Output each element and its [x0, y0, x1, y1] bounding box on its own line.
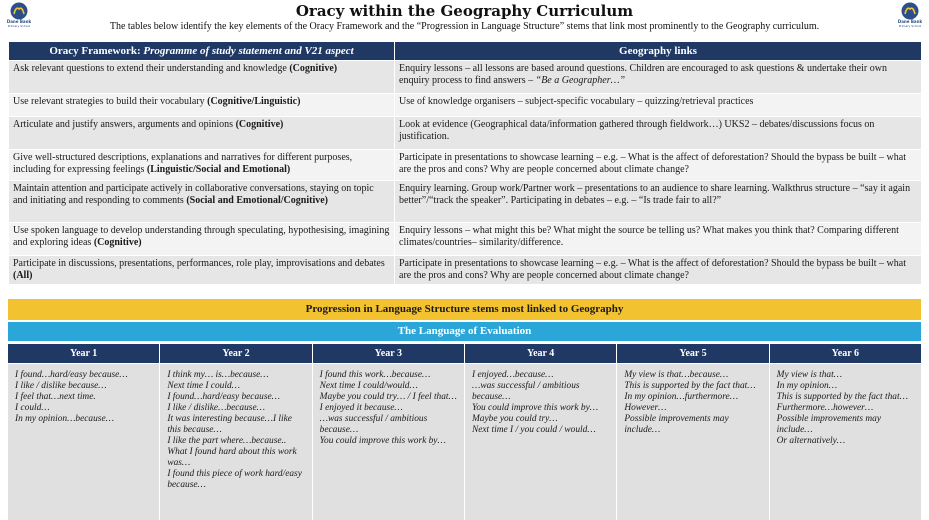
stem-line: …was successful / ambitious because…: [471, 381, 580, 402]
aspect-text: (Cognitive): [93, 237, 142, 248]
table-header-row: [9, 42, 922, 61]
stem-line: You could improve this work by…Maybe you could try…: [471, 403, 599, 424]
stem-line: I like the part where…because..: [167, 436, 287, 446]
stem-line: However…: [624, 403, 667, 413]
aspect-text: (Social and Emotional/Cognitive): [186, 195, 328, 206]
year-header: Year 6: [770, 344, 921, 363]
statement-text: Participate in discussions, presentations, performances, role play, improvisations and debates: [13, 258, 385, 269]
geography-link-cell: [395, 256, 922, 285]
stem-line: I enjoyed…because…: [471, 370, 554, 380]
table-row: [9, 223, 922, 256]
oracy-framework-table: [8, 41, 922, 285]
page-title: Oracy within the Geography Curriculum: [295, 2, 634, 20]
stem-line: Next time I / you could / would…: [471, 425, 596, 435]
framework-column-header: [9, 42, 395, 61]
year-column: [465, 344, 616, 520]
statement-text: Maintain attention and participate actively in collaborative conversations, staying on topic and initiating and responding to comments: [13, 183, 374, 206]
logo-subtext: Primary School: [898, 24, 922, 28]
year-column: [160, 344, 311, 520]
stem-line: I found this piece of work hard/easy because…: [167, 469, 302, 490]
framework-statement-cell: [9, 181, 395, 223]
year-stems: [313, 364, 464, 520]
year-column: [617, 344, 768, 520]
stem-line: I enjoyed it because…: [319, 403, 403, 413]
link-text: Use of knowledge organisers – subject-specific vocabulary – quizzing/retrieval practices: [399, 96, 754, 107]
stem-line: I found…hard/easy because…: [15, 370, 128, 380]
geography-link-cell: [395, 223, 922, 256]
link-text: Enquiry lessons – all lessons are based around questions. Children are encouraged to ask questions & undertake their own enquiry process to find answers –: [399, 63, 887, 86]
year-stems: [770, 364, 921, 520]
stem-line: I think my… is…because…: [167, 370, 269, 380]
geography-link-cell: [395, 117, 922, 150]
table-row: [9, 181, 922, 223]
stem-line: In my opinion…furthermore…: [624, 392, 739, 402]
framework-statement-cell: [9, 150, 395, 181]
stem-line: Next time I could…: [167, 381, 240, 391]
year-stems: [617, 364, 768, 520]
header-italic: Programme of study statement and V21 aspect: [143, 45, 354, 57]
stem-line: I found this work…because…: [319, 370, 431, 380]
stem-line: …was successful / ambitious because…: [319, 414, 428, 435]
statement-text: Articulate and justify answers, arguments and opinions: [13, 119, 236, 130]
geography-links-column-header: Geography links: [395, 42, 922, 61]
logo-text: Dane Bank: [6, 19, 32, 24]
link-text: Participate in presentations to showcase learning – e.g. – What is the affect of deforestation? Should the bypass be built – what are the pros and cons? Why are people concerned about climate change?: [399, 152, 906, 175]
year-column: [8, 344, 159, 520]
stem-line: I found…hard/easy because…: [167, 392, 280, 402]
table-row: [9, 94, 922, 117]
stem-line: My view is that…: [776, 370, 843, 380]
link-italic-text: “Be a Geographer…”: [535, 75, 626, 86]
year-header: Year 2: [160, 344, 311, 363]
stem-line: Maybe you could try… / I feel that…: [319, 392, 457, 402]
geography-link-cell: [395, 94, 922, 117]
logo-text: Dane Bank: [897, 19, 923, 24]
year-header: Year 1: [8, 344, 159, 363]
framework-statement-cell: [9, 256, 395, 285]
year-header: Year 3: [313, 344, 464, 363]
statement-text: Use spoken language to develop understanding through speculating, hypothesising, imagining and exploring ideas: [13, 225, 390, 248]
table-row: [9, 117, 922, 150]
year-stems: [160, 364, 311, 520]
framework-statement-cell: [9, 94, 395, 117]
header-prefix: Oracy Framework:: [49, 45, 144, 57]
stem-line: It was interesting because…I like this because…: [167, 414, 292, 435]
year-stems: [465, 364, 616, 520]
link-text: Enquiry learning. Group work/Partner work – presentations to an audience to share learning. Walkthrus structure – “say it again better”/“track the speaker”. Participating in debates – e.g. – “Is trade fair to all?”: [399, 183, 911, 206]
stem-line: I like / dislike because…: [15, 381, 107, 391]
stem-line: My view is that…because…: [624, 370, 729, 380]
stem-line: What I found hard about this work was…: [167, 447, 297, 468]
statement-text: Give well-structured descriptions, explanations and narratives for different purposes, including for expressing feelings: [13, 152, 353, 175]
progression-band: Progression in Language Structure stems most linked to Geography: [8, 299, 921, 320]
table-row: [9, 256, 922, 285]
aspect-text: (Cognitive): [289, 63, 338, 74]
link-text: Look at evidence (Geographical data/information gathered through fieldwork…) UKS2 – debates/discussions focus on justification.: [399, 119, 875, 142]
link-text: Enquiry lessons – what might this be? What might the source be telling us? What makes you think that? Comparing different climates/countries– similarity/difference.: [399, 225, 899, 248]
stem-line: Possible improvements may include…: [776, 414, 881, 435]
framework-statement-cell: [9, 61, 395, 94]
geography-link-cell: [395, 61, 922, 94]
aspect-text: (Cognitive/Linguistic): [207, 96, 301, 107]
stem-line: I like / dislike…because…: [167, 403, 265, 413]
logo-subtext: Primary School: [7, 24, 31, 28]
geography-link-cell: [395, 181, 922, 223]
year-column: [313, 344, 464, 520]
geography-link-cell: [395, 150, 922, 181]
year-stems: [8, 364, 159, 520]
aspect-text: (All): [13, 270, 33, 281]
aspect-text: (Linguistic/Social and Emotional): [146, 164, 291, 175]
year-header: Year 4: [465, 344, 616, 363]
stem-line: I could…: [15, 403, 50, 413]
stem-line: You could improve this work by…: [319, 436, 446, 446]
stem-line: This is supported by the fact that…: [776, 392, 908, 402]
link-text: Participate in presentations to showcase learning – e.g. – What is the affect of deforestation? Should the bypass be built – what are the pros and cons? Why are people concerned about climate change?: [399, 258, 906, 281]
framework-statement-cell: [9, 223, 395, 256]
statement-text: Ask relevant questions to extend their understanding and knowledge: [13, 63, 290, 74]
year-header: Year 5: [617, 344, 768, 363]
stem-line: I feel that…next time.: [15, 392, 96, 402]
table-row: [9, 150, 922, 181]
stem-line: In my opinion…because…: [15, 414, 114, 424]
stem-line: Furthermore…however…: [776, 403, 874, 413]
aspect-text: (Cognitive): [235, 119, 284, 130]
evaluation-band: The Language of Evaluation: [8, 322, 921, 341]
stem-line: This is supported by the fact that…: [624, 381, 756, 391]
statement-text: Use relevant strategies to build their vocabulary: [13, 96, 208, 107]
year-stems-grid: [8, 344, 921, 520]
year-column: [770, 344, 921, 520]
framework-statement-cell: [9, 117, 395, 150]
stem-line: Next time I could/would…: [319, 381, 418, 391]
stem-line: Possible improvements may include…: [624, 414, 729, 435]
stem-line: In my opinion…: [776, 381, 838, 391]
table-row: [9, 61, 922, 94]
page-subtitle: The tables below identify the key elements of the Oracy Framework and the “Progression in Language Structure” stems that link most prominently to the Geography curriculum.: [109, 21, 820, 32]
stem-line: Or alternatively…: [776, 436, 846, 446]
